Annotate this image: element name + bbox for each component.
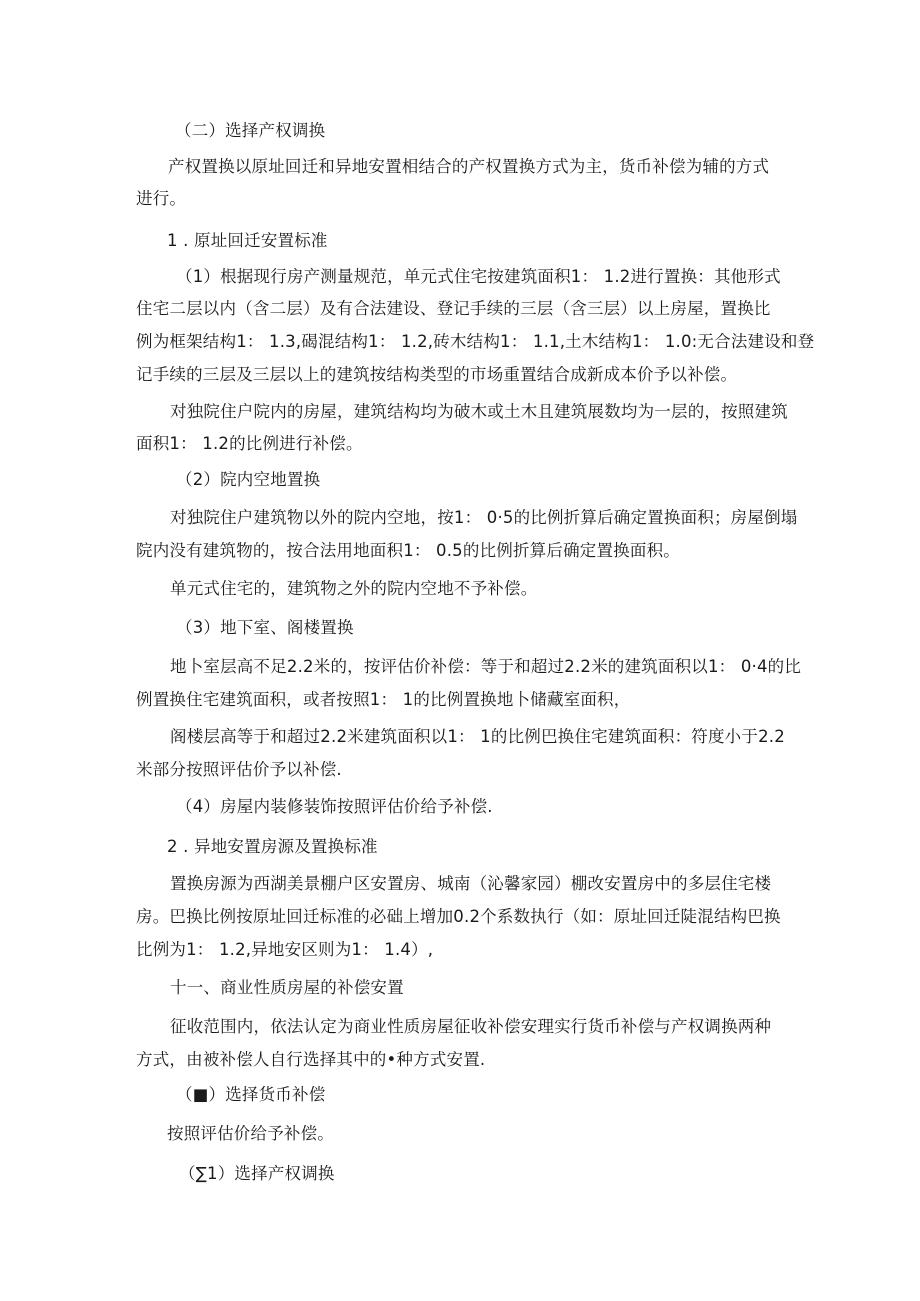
paragraph-line: 进行。 <box>136 189 187 208</box>
paragraph-line: 例为框架结构1： 1.3,碣混结构1： 1.2,砖木结构1： 1.1,土木结构1： 1.0:无合法建设和登 <box>136 332 815 351</box>
paragraph-line: 按照评估价给予补偿。 <box>167 1124 334 1143</box>
paragraph-line: 面积1： 1.2的比例进行补偿。 <box>136 434 363 453</box>
paragraph-line: 地卜室层高不足2.2米的，按评估价补偿：等于和超过2.2米的建筑面积以1： 0·4的比 <box>170 657 802 676</box>
paragraph-line: 单元式住宅的，建筑物之外的院内空地不予补偿。 <box>170 579 538 598</box>
paragraph-line: 对独院住户院内的房屋，建筑结构均为破木或土木且建筑展数均为一层的，按照建筑 <box>170 402 788 421</box>
subsection-heading: （4）房屋内装修装饰按照评估价给予补偿. <box>176 797 493 816</box>
paragraph-line: 比例为1： 1.2,异地安区则为1： 1.4）, <box>136 940 434 959</box>
paragraph-line: 置换房源为西湖美景棚户区安置房、城南（沁馨家园）棚改安置房中的多层住宅楼 <box>170 874 772 893</box>
subsection-heading: （■）选择货币补偿 <box>176 1085 326 1104</box>
paragraph-line: 院内没有建筑物的，按合法用地面积1： 0.5的比例折算后确定置换面积。 <box>136 541 680 560</box>
paragraph-line: 例置换住宅建筑面积，或者按照1： 1的比例置换地卜储藏室面积， <box>136 690 631 709</box>
paragraph-line: 米部分按照评估价予以补偿. <box>136 760 342 779</box>
subsection-heading: 1 . 原址回迁安置标准 <box>167 231 328 250</box>
section-heading: 十一、商业性质房屋的补偿安置 <box>170 978 404 997</box>
section-heading: （二）选择产权调换 <box>175 121 326 140</box>
paragraph-line: 记手续的三层及三层以上的建筑按结构类型的市场重置结合成新成本价予以补偿。 <box>136 365 738 384</box>
paragraph-line: 房。巴换比例按原址回迁标准的必础上增加0.2个系数执行（如：原址回迁陡混结构巴换 <box>136 907 781 926</box>
paragraph-line: 征收范围内，依法认定为商业性质房屋征收补偿安理实行货币补偿与产权调换两种 <box>170 1017 772 1036</box>
paragraph-line: 住宅二层以内（含二层）及有合法建设、登记手续的三层（含三层）以上房屋，置换比 <box>136 299 771 318</box>
paragraph-line: 对独院住户建筑物以外的院内空地，按1： 0·5的比例折算后确定置换面积；房屋倒塌 <box>170 508 798 527</box>
paragraph-line: （1）根据现行房产测量规范，单元式住宅按建筑面积1： 1.2进行置换：其他形式 <box>176 267 781 286</box>
subsection-heading: （3）地下室、阁楼置换 <box>176 618 354 637</box>
subsection-heading: （2）院内空地置换 <box>176 470 321 489</box>
subsection-heading: 2 . 异地安置房源及置换标准 <box>167 837 378 856</box>
paragraph-line: 方式，由被补偿人自行选择其中的•种方式安置. <box>136 1050 486 1069</box>
paragraph-line: 阁楼层高等于和超过2.2米建筑面积以1： 1的比例巴换住宅建筑面积：符度小于2.2 <box>170 727 785 746</box>
paragraph-line: 产权置换以原址回迁和异地安置相结合的产权置换方式为主，货币补偿为辅的方式 <box>168 157 770 176</box>
subsection-heading: （∑1）选择产权调换 <box>179 1164 335 1183</box>
